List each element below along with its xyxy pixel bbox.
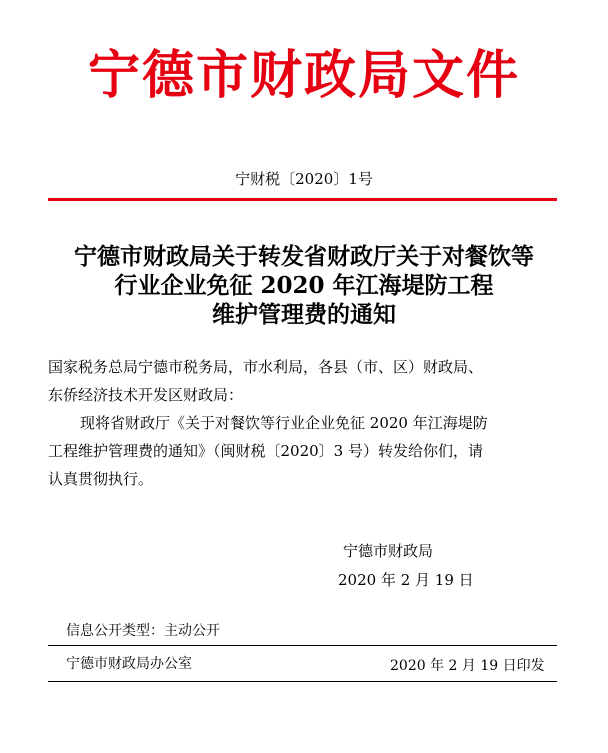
addressee-line: 国家税务总局宁德市税务局，市水利局，各县（市、区）财政局、 — [48, 358, 484, 376]
red-divider-line — [48, 198, 557, 201]
title-line: 行业企业免征 2020 年江海堤防工程 — [114, 272, 494, 299]
title-line: 维护管理费的通知 — [212, 301, 396, 328]
footer-divider-top — [48, 645, 557, 646]
footer-divider-bottom — [48, 681, 557, 682]
signature-date: 2020 年 2 月 19 日 — [338, 571, 474, 589]
document-masthead: 宁德市财政局文件 — [87, 46, 520, 106]
document-title — [30, 242, 578, 329]
title-line: 宁德市财政局关于转发省财政厅关于对餐饮等 — [74, 243, 534, 270]
body-text-line: 认真贯彻执行。 — [48, 470, 154, 488]
signature-organization: 宁德市财政局 — [343, 542, 434, 560]
addressee-line: 东侨经济技术开发区财政局： — [48, 386, 244, 404]
body-text-line: 工程维护管理费的通知》（闽财税〔2020〕3 号）转发给你们，请 — [48, 442, 483, 460]
body-text-line: 现将省财政厅《关于对餐饮等行业企业免征 2020 年江海堤防 — [80, 414, 488, 432]
info-disclosure-type: 信息公开类型：主动公开 — [66, 623, 220, 639]
issuing-office: 宁德市财政局办公室 — [66, 656, 192, 672]
print-date: 2020 年 2 月 19 日印发 — [390, 658, 545, 674]
document-number: 宁财税〔2020〕1号 — [235, 170, 373, 188]
